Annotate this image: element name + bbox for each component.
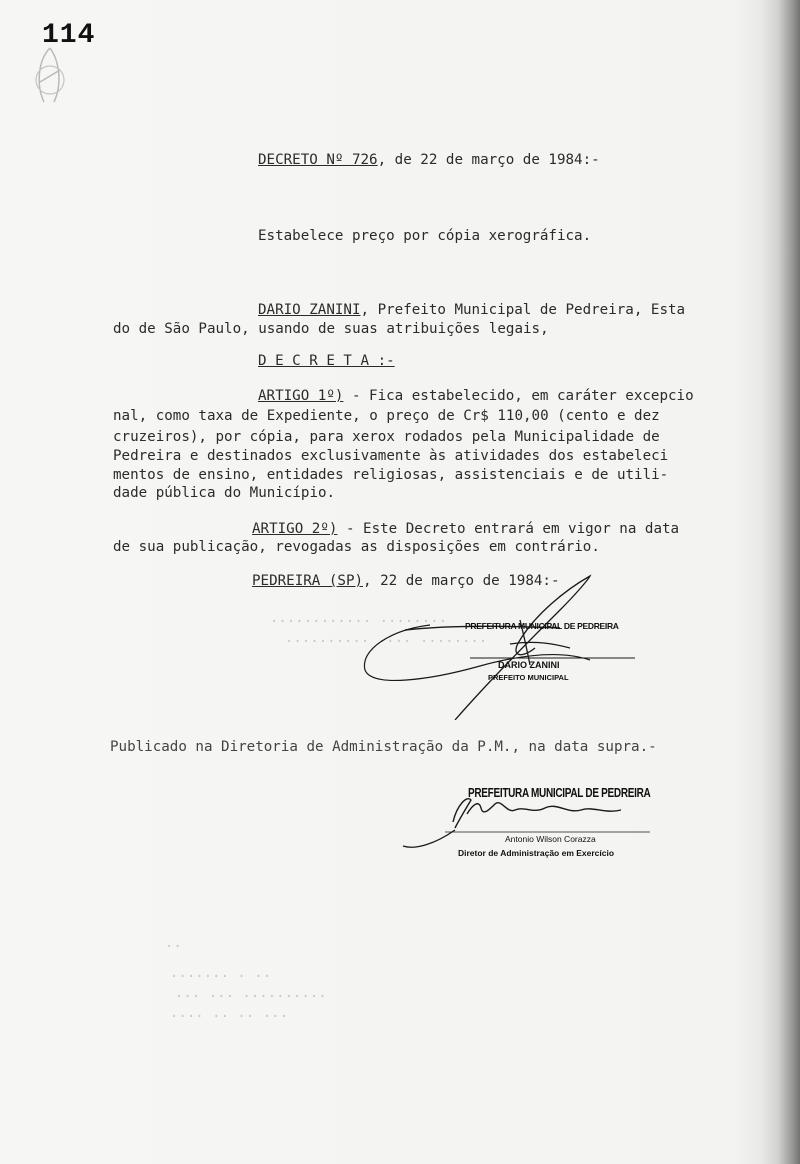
mayor-name: DARIO ZANINI bbox=[258, 302, 361, 318]
bleed-through-text: ....... . .. bbox=[170, 965, 272, 981]
decree-number: DECRETO Nº 726 bbox=[258, 152, 378, 168]
bleed-through-text: ............ ........ bbox=[270, 610, 448, 626]
publication-note: Publicado na Diretoria de Administração da P.M., na data supra.- bbox=[110, 739, 657, 755]
stamp1-org: PREFEITURA MUNICIPAL DE PEDREIRA bbox=[465, 621, 619, 631]
mayor-signature bbox=[360, 570, 650, 720]
preamble-line-1: DARIO ZANINI, Prefeito Municipal de Pedreira, Esta bbox=[258, 302, 686, 318]
artigo2-line-2: de sua publicação, revogadas as disposições em contrário. bbox=[113, 539, 600, 555]
decree-title bbox=[258, 151, 600, 169]
faint-stamp-mark bbox=[30, 40, 70, 110]
stamp1-name: DARIO ZANINI bbox=[498, 660, 560, 670]
artigo2-line-1: ARTIGO 2º) - Este Decreto entrará em vigor na data bbox=[252, 521, 680, 537]
preamble-line-2: do de São Paulo, usando de suas atribuições legais, bbox=[113, 321, 549, 337]
stamp1-role: PREFEITO MUNICIPAL bbox=[488, 673, 569, 682]
closing-line: PEDREIRA (SP), 22 de março de 1984:- bbox=[252, 573, 560, 589]
artigo2-label: ARTIGO 2º) bbox=[252, 521, 338, 537]
artigo1-line-2: nal, como taxa de Expediente, o preço de Cr$ 110,00 (cento e dez bbox=[113, 408, 660, 424]
artigo1-line-1: ARTIGO 1º) - Fica estabelecido, em caráter excepcio bbox=[258, 388, 694, 404]
artigo1-line-3: cruzeiros), por cópia, para xerox rodados pela Municipalidade de bbox=[113, 429, 660, 445]
artigo1-line-6: dade pública do Município. bbox=[113, 485, 336, 501]
stamp2-org: PREFEITURA MUNICIPAL DE PEDREIRA bbox=[468, 787, 651, 801]
decree-date: , de 22 de março de 1984:- bbox=[377, 152, 600, 168]
decree-summary: Estabelece preço por cópia xerográfica. bbox=[258, 228, 592, 244]
closing-place: PEDREIRA (SP) bbox=[252, 573, 364, 589]
artigo1-line-4: Pedreira e destinados exclusivamente às atividades dos estabeleci bbox=[113, 448, 669, 464]
page-binding-shadow bbox=[760, 0, 800, 1164]
bleed-through-text: .......... .... ........ bbox=[285, 630, 488, 646]
stamp2-role: Diretor de Administração em Exercício bbox=[458, 848, 615, 858]
bleed-through-text: .... .. .. ... bbox=[170, 1005, 289, 1021]
stamp2-name: Antonio Wilson Corazza bbox=[505, 834, 596, 844]
bleed-through-text: .. bbox=[165, 935, 182, 951]
decreta-heading: D E C R E T A :- bbox=[258, 353, 395, 369]
artigo1-line-5: mentos de ensino, entidades religiosas, assistenciais e de utili- bbox=[113, 467, 669, 483]
page-number: 114 bbox=[42, 20, 96, 51]
artigo1-label: ARTIGO 1º) bbox=[258, 388, 344, 404]
bleed-through-text: ... ... .......... bbox=[175, 985, 327, 1001]
